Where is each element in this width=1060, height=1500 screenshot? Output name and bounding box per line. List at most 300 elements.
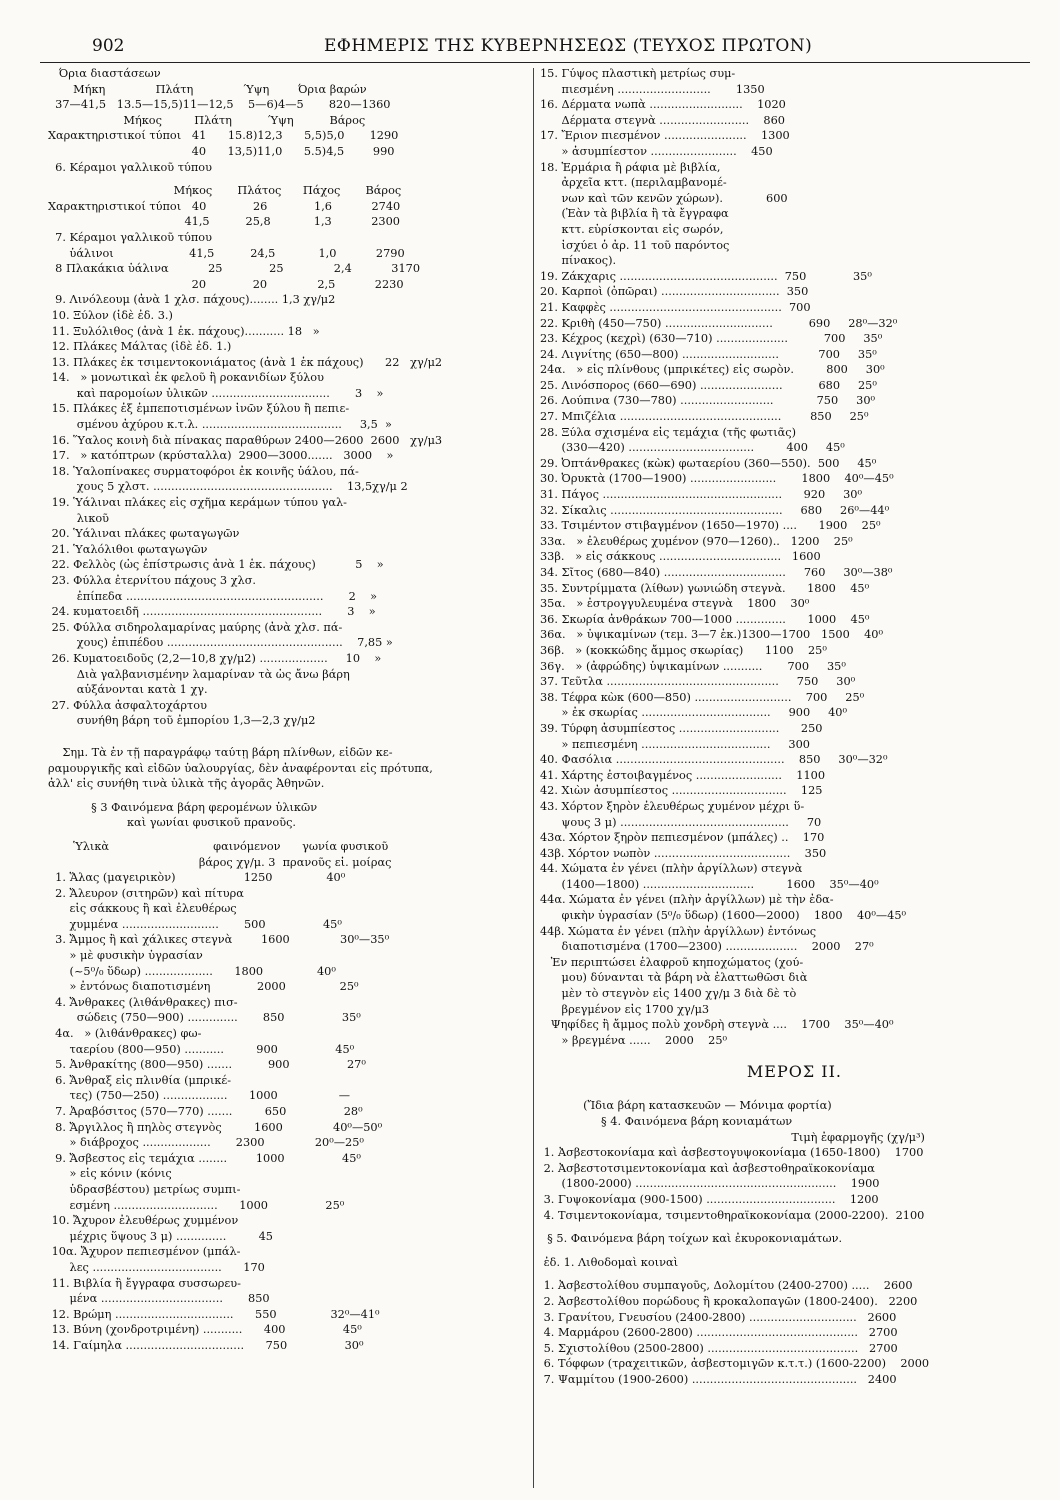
line-text: » ἐκ σκωρίας .................................... 900 40⁰ — [540, 706, 848, 720]
line-text: 6. Τόφφων (τραχειτικῶν, ἀσβεστομιγῶν κ.τ.τ.) (1600-2200) 2000 — [540, 1357, 930, 1371]
text-line — [540, 316, 1020, 332]
text-line — [48, 651, 528, 667]
text-line — [48, 370, 528, 386]
text-line — [540, 393, 1020, 409]
text-line — [48, 855, 528, 871]
text-line — [48, 511, 528, 527]
line-text: καὶ παρομοίων ὑλικῶν ................................. 3 » — [48, 386, 384, 400]
text-line — [48, 776, 528, 792]
line-text: 21. Ὑαλόλιθοι φωταγωγῶν — [48, 542, 208, 556]
line-text: σμένου ἀχύρου κ.τ.λ. ....................................... 3,5 » — [48, 418, 392, 432]
text-line — [48, 932, 528, 948]
text-line — [540, 1098, 1020, 1114]
text-line — [540, 1270, 1020, 1278]
line-text: 5. Ἀνθρακίτης (800—950) ....... 900 27⁰ — [48, 1058, 366, 1072]
text-line — [540, 892, 1020, 908]
text-line — [540, 768, 1020, 784]
line-text: ὑδρασβέστου) μετρίως συμπι- — [48, 1182, 241, 1196]
text-line — [540, 846, 1020, 862]
line-text: (1800-2000) ........................................................ 1900 — [540, 1177, 880, 1191]
text-line — [540, 144, 1020, 160]
text-line — [540, 425, 1020, 441]
text-line — [48, 277, 528, 293]
text-line — [540, 503, 1020, 519]
text-line — [540, 206, 1020, 222]
text-line — [48, 604, 528, 620]
line-text: 11. Βιβλία ἢ ἔγγραφα συσσωρευ- — [48, 1276, 241, 1290]
text-line — [540, 690, 1020, 706]
text-line — [540, 128, 1020, 144]
text-line — [540, 1223, 1020, 1231]
text-line — [540, 66, 1020, 82]
text-line — [540, 970, 1020, 986]
line-text: 33β. » εἰς σάκκους .................................. 1600 — [540, 550, 821, 564]
line-text: 15. Γύψος πλαστικὴ μετρίως συμ- — [540, 67, 736, 80]
line-text: (~5⁰/₀ ὕδωρ) ................... 1800 40⁰ — [48, 964, 336, 978]
line-text: (1400—1800) ............................... 1600 35⁰—40⁰ — [540, 877, 879, 891]
line-text: 33. Τσιμέντον στιβαγμένον (1650—1970) .... 1900 25⁰ — [540, 519, 881, 533]
text-line — [540, 627, 1020, 643]
text-line — [48, 339, 528, 355]
line-text: 41,5 25,8 1,3 2300 — [48, 215, 400, 229]
text-line — [48, 1026, 528, 1042]
line-text: 12. Πλάκες Μάλτας (ἰδὲ ἐδ. 1.) — [48, 340, 232, 354]
text-line — [540, 1310, 1020, 1326]
line-text: 23. Κέχρος (κεχρὶ) (630—710) .................... 700 35⁰ — [540, 332, 883, 346]
text-line — [540, 1161, 1020, 1177]
text-line — [48, 1120, 528, 1136]
line-text: τες) (750—250) .................. 1000 — — [48, 1089, 351, 1103]
text-line — [540, 659, 1020, 675]
text-line — [540, 456, 1020, 472]
line-text: 4. Τσιμεντοκονίαμα, τσιμεντοθηραϊκοκονίαμα (2000-2200). 2100 — [540, 1208, 925, 1222]
text-line — [48, 324, 528, 340]
text-line — [540, 1294, 1020, 1310]
text-line — [540, 705, 1020, 721]
line-text: φικὴν ὑγρασίαν (5⁰/₀ ὕδωρ) (1600—2000) 1800 40⁰—45⁰ — [540, 909, 907, 923]
text-line — [48, 745, 528, 761]
line-text: διαποτισμένα (1700—2300) .................... 2000 27⁰ — [540, 940, 874, 954]
line-text: 42. Χιὼν ἀσυμπίεστος ................................ 125 — [540, 784, 823, 798]
line-text: 22. Κριθὴ (450—750) .............................. 690 28⁰—32⁰ — [540, 316, 898, 330]
text-line — [48, 1244, 528, 1260]
line-text: (330—420) ................................... 400 45⁰ — [540, 441, 845, 455]
line-text: λες .................................... 170 — [48, 1260, 265, 1274]
text-line — [48, 401, 528, 417]
line-text: » πεπιεσμένη .................................... 300 — [540, 737, 810, 751]
line-text: μὲν τὸ στεγνὸν εἰς 1400 χγ/μ 3 διὰ δὲ τὸ — [540, 987, 797, 1001]
line-text: 36γ. » (ἀφρώδης) ὑψικαμίνων ........... 700 35⁰ — [540, 659, 846, 673]
line-text: 35α. » ἐστρογγυλευμένα στεγνὰ 1800 30⁰ — [540, 597, 810, 611]
line-text: 20. Καρποὶ (ὀπῶραι) ................................. 350 — [540, 285, 809, 299]
line-text: Όρια διαστάσεων — [48, 67, 161, 80]
text-line — [540, 113, 1020, 129]
line-text: Χαρακτηριστικοί τύποι 40 26 1,6 2740 — [48, 199, 401, 213]
text-line — [48, 183, 528, 199]
line-text: 27. Φύλλα ἀσφαλτοχάρτου — [48, 698, 207, 712]
line-text: 21. Καφφὲς ................................................ 700 — [540, 300, 811, 314]
text-line — [540, 160, 1020, 176]
line-text: αὐξάνονται κατὰ 1 χγ. — [48, 683, 208, 697]
text-line — [540, 487, 1020, 503]
text-line — [48, 964, 528, 980]
text-line — [540, 643, 1020, 659]
text-line — [48, 1042, 528, 1058]
line-text: 43. Χόρτον ξηρὸν ἐλευθέρως χυμένον μέχρι ὕ- — [540, 799, 805, 813]
text-line — [540, 939, 1020, 955]
line-text: Σημ. Τὰ ἐν τῇ παραγράφῳ ταύτῃ βάρη πλίνθων, εἰδῶν κε- — [48, 745, 393, 759]
line-text: Τιμὴ ἐφαρμογῆς (χγ/μ³) — [540, 1130, 925, 1144]
text-line — [48, 1338, 528, 1354]
line-text: 7. Ἀραβόσιτος (570—770) ....... 650 28⁰ — [48, 1105, 363, 1118]
text-line — [48, 230, 528, 246]
line-text: 18. Ἑρμάρια ἢ ράφια μὲ βιβλία, — [540, 160, 721, 174]
line-text: 36α. » ὑψικαμίνων (τεμ. 3—7 ἑκ.)1300—1700 1500 40⁰ — [540, 628, 884, 642]
text-line — [48, 1291, 528, 1307]
text-line — [48, 308, 528, 324]
line-text: 1. Ἅλας (μαγειρικὸν) 1250 40⁰ — [48, 871, 346, 885]
line-text: 25. Λινόσπορος (660—690) ....................... 680 25⁰ — [540, 378, 877, 392]
line-text: 11. Ξυλόλιθος (ἀνὰ 1 ἑκ. πάχους)........... 18 » — [48, 324, 320, 338]
text-line — [48, 667, 528, 683]
line-text: 33α. » ἐλευθέρως χυμένον (970—1260).. 1200 25⁰ — [540, 534, 853, 548]
page-header — [40, 32, 1030, 63]
text-line — [540, 1356, 1020, 1372]
column-separator — [533, 68, 534, 1488]
line-text: § 3 Φαινόμενα βάρη φερομένων ὑλικῶν — [48, 800, 318, 814]
text-line — [48, 792, 528, 800]
line-text: 36β. » (κοκκώδης ἄμμος σκωρίας) 1100 25⁰ — [540, 643, 827, 657]
line-text: 20 20 2,5 2230 — [48, 277, 404, 291]
text-line — [48, 1104, 528, 1120]
text-line — [48, 1322, 528, 1338]
text-line — [48, 433, 528, 449]
text-line — [540, 1255, 1020, 1271]
text-line — [48, 97, 528, 113]
text-line — [48, 1088, 528, 1104]
text-line — [540, 721, 1020, 737]
text-line — [540, 347, 1020, 363]
text-line — [540, 986, 1020, 1002]
text-line — [48, 557, 528, 573]
line-text: § 4. Φαινόμενα βάρη κονιαμάτων — [540, 1115, 793, 1128]
line-text: ἰσχύει ὁ ἀρ. 11 τοῦ παρόντος — [540, 238, 730, 252]
text-line — [48, 144, 528, 160]
text-line — [540, 331, 1020, 347]
line-text: 8. Ἄργιλλος ἢ πηλὸς στεγνὸς 1600 40⁰—50⁰ — [48, 1120, 383, 1134]
text-line — [540, 612, 1020, 628]
line-text: 35. Συντρίμματα (λίθων) γωνιώδη στεγνὰ. 1800 45⁰ — [540, 581, 870, 595]
text-line — [48, 979, 528, 995]
text-line — [540, 238, 1020, 254]
line-text: 8 Πλακάκια ὑάλινα 25 25 2,4 3170 — [48, 262, 421, 276]
text-line — [540, 752, 1020, 768]
line-text: Μήκος Πλάτη Ύψη Βάρος — [48, 113, 366, 127]
text-line — [540, 1017, 1020, 1033]
text-line — [540, 82, 1020, 98]
line-text: χους 5 χλστ. .................................................. 13,5χγ/μ 2 — [48, 480, 408, 494]
text-line — [540, 518, 1020, 534]
text-line — [48, 589, 528, 605]
text-line — [540, 908, 1020, 924]
page-number: 902 — [92, 36, 125, 56]
text-line — [540, 861, 1020, 877]
line-text: 1. Ἀσβεστολίθου συμπαγοῦς, Δολομίτου (2400-2700) ..... 2600 — [540, 1279, 913, 1293]
text-line — [540, 378, 1020, 394]
text-line — [540, 253, 1020, 269]
line-text: 43β. Χόρτον νωπὸν ...................................... 350 — [540, 846, 827, 860]
line-text: 13. Βύνη (χονδροτριμένη) ........... 400 45⁰ — [48, 1323, 362, 1337]
text-line — [540, 549, 1020, 565]
line-text: 24. Λιγνίτης (650—800) ........................... 700 35⁰ — [540, 347, 877, 361]
text-line — [48, 479, 528, 495]
text-line — [48, 1182, 528, 1198]
text-line — [540, 1090, 1020, 1098]
line-text: » διάβροχος ................... 2300 20⁰—25⁰ — [48, 1136, 364, 1150]
line-text: 7. Ψαμμίτου (1900-2600) .............................................. 2400 — [540, 1372, 897, 1386]
line-text: ταερίου (800—950) ........... 900 45⁰ — [48, 1042, 355, 1056]
line-text: 27. Μπιζέλια ............................................. 850 25⁰ — [540, 410, 869, 424]
line-text: » ἀσυμπίεστον ........................ 450 — [540, 144, 773, 158]
text-line — [540, 1064, 1020, 1090]
line-text: 26. Κυματοειδοῦς (2,2—10,8 χγ/μ2) ................... 10 » — [48, 651, 382, 665]
line-text: » ἐντόνως διαποτισμένη 2000 25⁰ — [48, 980, 359, 994]
line-text: 14. Γαίμηλα ................................. 750 30⁰ — [48, 1338, 364, 1352]
text-line — [540, 737, 1020, 753]
text-line — [48, 870, 528, 886]
line-text: 37. Τεῦτλα ................................................ 750 30⁰ — [540, 675, 856, 689]
line-text: Μήκη Πλάτη Ύψη Όρια βαρών — [48, 82, 367, 96]
line-text: » βρεγμένα ...... 2000 25⁰ — [540, 1033, 728, 1047]
line-text: 2. Ἀσβεστολίθου πορώδους ἢ κροκαλοπαγῶν (1800-2400). 2200 — [540, 1294, 918, 1308]
text-line — [48, 1073, 528, 1089]
text-line — [540, 1247, 1020, 1255]
text-line — [48, 1213, 528, 1229]
line-text: 32. Σίκαλις ................................................ 680 26⁰—44⁰ — [540, 503, 890, 517]
line-text: 43α. Χόρτον ξηρὸν πεπιεσμένον (μπάλες) .. 170 — [540, 831, 825, 845]
text-line — [48, 113, 528, 129]
text-line — [48, 573, 528, 589]
line-text: χους) ἐπιπέδου ................................................. 7,85 » — [48, 636, 393, 650]
line-text: 28. Ξύλα σχισμένα εἰς τεμάχια (τῆς φωτιᾶς) — [540, 425, 797, 439]
text-line — [48, 682, 528, 698]
text-line — [48, 128, 528, 144]
text-line — [540, 300, 1020, 316]
text-line — [540, 191, 1020, 207]
line-text: Δέρματα στεγνὰ ......................... 860 — [540, 113, 785, 127]
text-line — [48, 886, 528, 902]
line-text: 36. Σκωρία ἀνθράκων 700—1000 .............. 1000 45⁰ — [540, 612, 870, 626]
text-line — [540, 1341, 1020, 1357]
line-text: 10. Ξύλον (ἰδὲ ἐδ. 3.) — [48, 308, 173, 322]
line-text: Χαρακτηριστικοί τύποι 41 15.8)12,3 5,5)5,0 1290 — [48, 129, 399, 143]
line-text: 14. » μονωτικαὶ ἐκ φελοῦ ἢ ροκανιδίων ξύλου — [48, 371, 324, 385]
text-line — [48, 246, 528, 262]
text-line — [540, 783, 1020, 799]
text-line — [540, 1130, 1020, 1146]
line-text: 3. Γυψοκονίαμα (900-1500) .................................... 1200 — [540, 1192, 879, 1206]
line-text: συνήθη βάρη τοῦ ἐμπορίου 1,3—2,3 χγ/μ2 — [48, 714, 316, 728]
text-line — [540, 175, 1020, 191]
line-text: 4. Μαρμάρου (2600-2800) ............................................. 2700 — [540, 1326, 898, 1340]
line-text: ἀρχεῖα κττ. (περιλαμβανομέ- — [540, 176, 727, 190]
line-text: καὶ γωνίαι φυσικοῦ πρανοῦς. — [48, 816, 297, 830]
text-line — [48, 417, 528, 433]
line-text: 4. Ἄνθρακες (λιθάνθρακες) πισ- — [48, 995, 238, 1009]
text-line — [48, 1166, 528, 1182]
line-text: 9. Ἄσβεστος εἰς τεμάχια ........ 1000 45⁰ — [48, 1151, 361, 1165]
page-title: ΕΦΗΜΕΡΙΣ ΤΗΣ ΚΥΒΕΡΝΗΣΕΩΣ (ΤΕΥΧΟΣ ΠΡΩΤΟΝ) — [324, 36, 813, 56]
line-text: 30. Ὀρυκτὰ (1700—1900) ........................ 1800 40⁰—45⁰ — [540, 472, 894, 486]
line-text: 34. Σῖτος (680—840) .................................. 760 30⁰—38⁰ — [540, 566, 893, 579]
text-line — [48, 815, 528, 831]
text-line — [540, 534, 1020, 550]
text-line — [540, 1048, 1020, 1056]
text-line — [48, 1198, 528, 1214]
text-line — [48, 1010, 528, 1026]
line-text: ψους 3 μ) ............................................... 70 — [540, 815, 822, 829]
line-text: 44β. Χώματα ἐν γένει (πλὴν ἀργίλλων) ἐντόνως — [540, 924, 817, 938]
text-line — [540, 1208, 1020, 1224]
text-line — [48, 698, 528, 714]
line-text: ραμουργικῆς καὶ εἰδῶν ὑαλουργίας, δὲν ἀναφέρονται εἰς πρότυπα, — [48, 761, 433, 775]
line-text: εσμένη ............................. 1000 25⁰ — [48, 1198, 345, 1212]
line-text: 40. Φασόλια ............................................... 850 30⁰—32⁰ — [540, 753, 888, 767]
line-text: ἐδ. 1. Λιθοδομαὶ κοιναὶ — [540, 1255, 679, 1269]
text-line — [48, 737, 528, 745]
text-line — [540, 565, 1020, 581]
text-line — [540, 1114, 1020, 1130]
line-text: 10. Ἄχυρον ἐλευθέρως χυμμένον — [48, 1214, 239, 1228]
text-line — [540, 674, 1020, 690]
text-line — [540, 409, 1020, 425]
text-line — [48, 635, 528, 651]
line-text: 2. Ἄλευρον (σιτηρῶν) καὶ πίτυρα — [48, 886, 244, 900]
text-line — [540, 362, 1020, 378]
line-text: 12. Βρώμη ................................. 550 32⁰—41⁰ — [48, 1307, 380, 1321]
line-text: 4α. » (λιθάνθρακες) φω- — [48, 1027, 202, 1041]
line-text: κττ. εὑρίσκονται εἰς σωρόν, — [540, 222, 724, 236]
line-text: 41. Χάρτης ἐστοιβαγμένος ........................ 1100 — [540, 768, 826, 782]
text-line — [48, 495, 528, 511]
line-text: 37—41,5 13.5—15,5)11—12,5 5—6)4—5 820—1360 — [48, 98, 391, 112]
text-line — [48, 66, 528, 82]
text-line — [540, 596, 1020, 612]
text-line — [48, 1135, 528, 1151]
text-line — [540, 471, 1020, 487]
line-text: (Ἴδια βάρη κατασκευῶν — Μόνιμα φορτία) — [540, 1099, 832, 1113]
text-line — [540, 924, 1020, 940]
text-line — [540, 284, 1020, 300]
line-text: 6. Ἄνθραξ εἰς πλινθία (μπρικέ- — [48, 1073, 232, 1087]
line-text: Μήκος Πλάτος Πάχος Βάρος — [48, 184, 402, 198]
text-line — [540, 815, 1020, 831]
line-text: 9. Λινόλεουμ (ἀνὰ 1 χλσ. πάχους)........ 1,3 χγ/μ2 — [48, 293, 336, 307]
text-line — [48, 1260, 528, 1276]
line-text: 23. Φύλλα ἐτερνίτου πάχους 3 χλσ. — [48, 574, 256, 587]
line-text: 17. Ἔριον πιεσμένον ....................... 1300 — [540, 129, 790, 143]
line-text: 5. Σχιστολίθου (2500-2800) .......................................... 2700 — [540, 1341, 898, 1355]
line-text: ἐπίπεδα ....................................................... 2 » — [48, 589, 378, 603]
line-text: § 5. Φαινόμενα βάρη τοίχων καὶ ἐκυροκονιαμάτων. — [540, 1232, 843, 1246]
line-text: ὑάλινοι 41,5 24,5 1,0 2790 — [48, 246, 405, 260]
text-line — [540, 1278, 1020, 1294]
text-line — [540, 1145, 1020, 1161]
text-line — [48, 800, 528, 816]
line-text: 10α. Ἄχυρον πεπιεσμένον (μπάλ- — [48, 1245, 241, 1259]
line-text: ἀλλ' εἰς συνήθη τινὰ ὑλικὰ τῆς ἀγορᾶς Ἀθηνῶν. — [48, 777, 325, 791]
text-line — [48, 292, 528, 308]
text-line — [540, 799, 1020, 815]
line-text: πίνακος). — [540, 254, 617, 268]
line-text: 19. Ὑάλιναι πλάκες εἰς σχῆμα κεράμων τύπου γαλ- — [48, 496, 347, 510]
line-text: Διὰ γαλβανισμένην λαμαρίναν τὰ ὡς ἄνω βάρη — [48, 667, 350, 681]
text-line — [48, 464, 528, 480]
line-text: 7. Κέραμοι γαλλικοῦ τύπου — [48, 230, 212, 244]
text-line — [48, 386, 528, 402]
text-line — [48, 214, 528, 230]
text-line — [48, 995, 528, 1011]
text-line — [48, 1307, 528, 1323]
line-text: 20. Ὑάλιναι πλάκες φωταγωγῶν — [48, 527, 240, 541]
line-text: 25. Φύλλα σιδηρολαμαρίνας μαύρης (ἀνὰ χλσ. πά- — [48, 620, 343, 634]
text-line — [48, 355, 528, 371]
text-line — [48, 839, 528, 855]
text-line — [540, 269, 1020, 285]
text-line — [48, 1151, 528, 1167]
text-line — [48, 542, 528, 558]
text-line — [48, 82, 528, 98]
text-line — [48, 261, 528, 277]
text-line — [540, 877, 1020, 893]
text-line — [48, 175, 528, 183]
line-text: ΜΕΡΟΣ ΙΙ. — [540, 1062, 842, 1082]
line-text: 24α. » εἰς πλίνθους (μπρικέτες) εἰς σωρὸν. 800 30⁰ — [540, 363, 885, 377]
right-column — [540, 66, 1020, 1388]
text-line — [48, 1057, 528, 1073]
line-text: 16. Δέρματα νωπὰ .......................... 1020 — [540, 98, 786, 112]
line-text: 29. Ὀπτάνθρακες (κὼκ) φωταερίου (360—550). 500 45⁰ — [540, 456, 877, 470]
line-text: μου) δύνανται τὰ βάρη νὰ ἐλαττωθῶσι διὰ — [540, 971, 808, 985]
text-line — [540, 97, 1020, 113]
line-text: 44. Χώματα ἐν γένει (πλὴν ἀργίλλων) στεγνὰ — [540, 862, 803, 876]
text-line — [48, 831, 528, 839]
line-text: νων καὶ τῶν κενῶν χώρων). 600 — [540, 191, 788, 205]
text-line — [48, 448, 528, 464]
line-text: » μὲ φυσικὴν ὑγρασίαν — [48, 949, 203, 963]
line-text: 24. κυματοειδῆ .................................................. 3 » — [48, 605, 376, 619]
text-line — [48, 729, 528, 737]
line-text: 39. Τύρφη ἀσυμπίεστος ............................ 250 — [540, 721, 823, 735]
text-line — [540, 1192, 1020, 1208]
line-text: 18. Ὑαλοπίνακες συρματοφόροι ἐκ κοινῆς ὑάλου, πά- — [48, 464, 359, 478]
line-text: βρεγμένον εἰς 1700 χγ/μ3 — [540, 1002, 710, 1016]
line-text: Ὑλικὰ φαινόμενον γωνία φυσικοῦ — [48, 839, 389, 853]
line-text: 1. Ἀσβεστοκονίαμα καὶ ἀσβεστογυψοκονίαμα (1650-1800) 1700 — [540, 1146, 924, 1160]
text-line — [540, 1033, 1020, 1049]
text-line — [540, 830, 1020, 846]
line-text: 26. Λούπινα (730—780) .......................... 750 30⁰ — [540, 394, 876, 408]
line-text: μένα .................................. 850 — [48, 1292, 270, 1306]
text-line — [48, 713, 528, 729]
text-line — [540, 1372, 1020, 1388]
text-line — [540, 1002, 1020, 1018]
text-line — [48, 901, 528, 917]
line-text: 16. Ὕαλος κοινὴ διὰ πίνακας παραθύρων 2400—2600 2600 χγ/μ3 — [48, 433, 443, 447]
text-line — [48, 199, 528, 215]
line-text: (Ἐὰν τὰ βιβλία ἢ τὰ ἔγγραφα — [540, 207, 729, 221]
text-line — [48, 620, 528, 636]
